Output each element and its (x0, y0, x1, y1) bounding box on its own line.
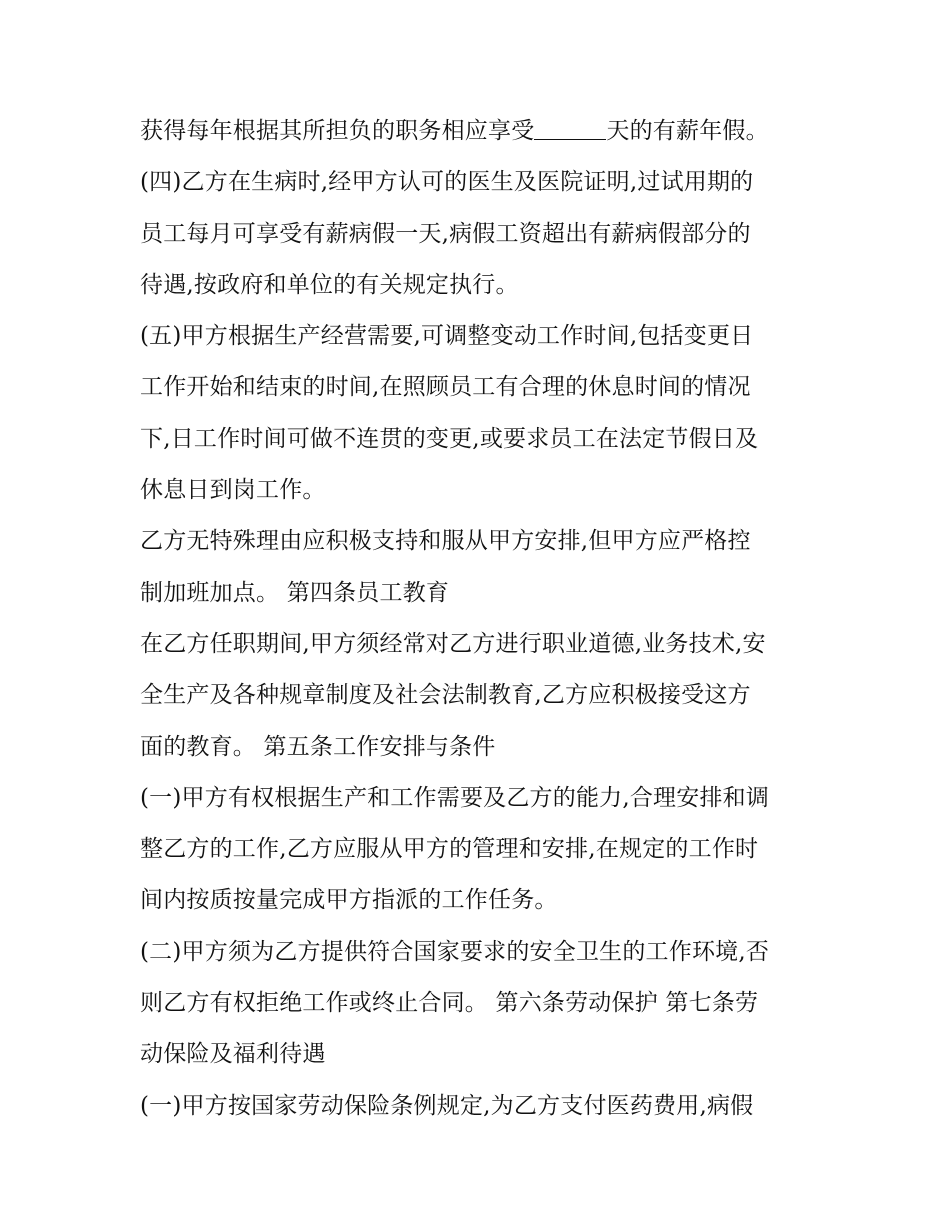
text-line-15: 整乙方的工作,乙方应服从甲方的管理和安排,在规定的工作时 (140, 836, 759, 863)
text-line-2: (四)乙方在生病时,经甲方认可的医生及医院证明,过试用期的 (140, 169, 754, 196)
text-line-17: (二)甲方须为乙方提供符合国家要求的安全卫生的工作环境,否 (140, 938, 770, 965)
fill-in-blank (534, 113, 606, 140)
text-line-13: 面的教育。 第五条工作安排与条件 (140, 733, 496, 760)
text-line-9: 乙方无特殊理由应积极支持和服从甲方安排,但甲方应严格控 (140, 528, 751, 555)
text-line-18: 则乙方有权拒绝工作或终止合同。 第六条劳动保护 第七条劳 (140, 990, 759, 1017)
text-line-4: 待遇,按政府和单位的有关规定执行。 (140, 271, 519, 298)
text-line-3: 员工每月可享受有薪病假一天,病假工资超出有薪病假部分的 (140, 220, 751, 247)
line-1-before: 获得每年根据其所担负的职务相应享受 (140, 118, 535, 144)
text-line-6: 工作开始和结束的时间,在照顾员工有合理的休息时间的情况 (140, 374, 751, 401)
text-line-11: 在乙方任职期间,甲方须经常对乙方进行职业道德,业务技术,安 (140, 630, 766, 657)
text-line-14: (一)甲方有权根据生产和工作需要及乙方的能力,合理安排和调 (140, 784, 770, 811)
text-line-5: (五)甲方根据生产经营需要,可调整变动工作时间,包括变更日 (140, 323, 754, 350)
text-line-8: 休息日到岗工作。 (140, 477, 326, 504)
text-line-20: (一)甲方按国家劳动保险条例规定,为乙方支付医药费用,病假 (140, 1092, 754, 1119)
text-line-7: 下,日工作时间可做不连贯的变更,或要求员工在法定节假日及 (140, 425, 759, 452)
text-line-19: 动保险及福利待遇 (140, 1041, 326, 1068)
text-line-10: 制加班加点。 第四条员工教育 (140, 579, 450, 606)
document-body (140, 106, 840, 1132)
text-line-16: 间内按质按量完成甲方指派的工作任务。 (140, 887, 558, 914)
text-line-12: 全生产及各种规章制度及社会法制教育,乙方应积极接受这方 (140, 682, 751, 709)
line-1-after: 天的有薪年假。 (606, 118, 769, 144)
text-line-1 (140, 106, 840, 157)
